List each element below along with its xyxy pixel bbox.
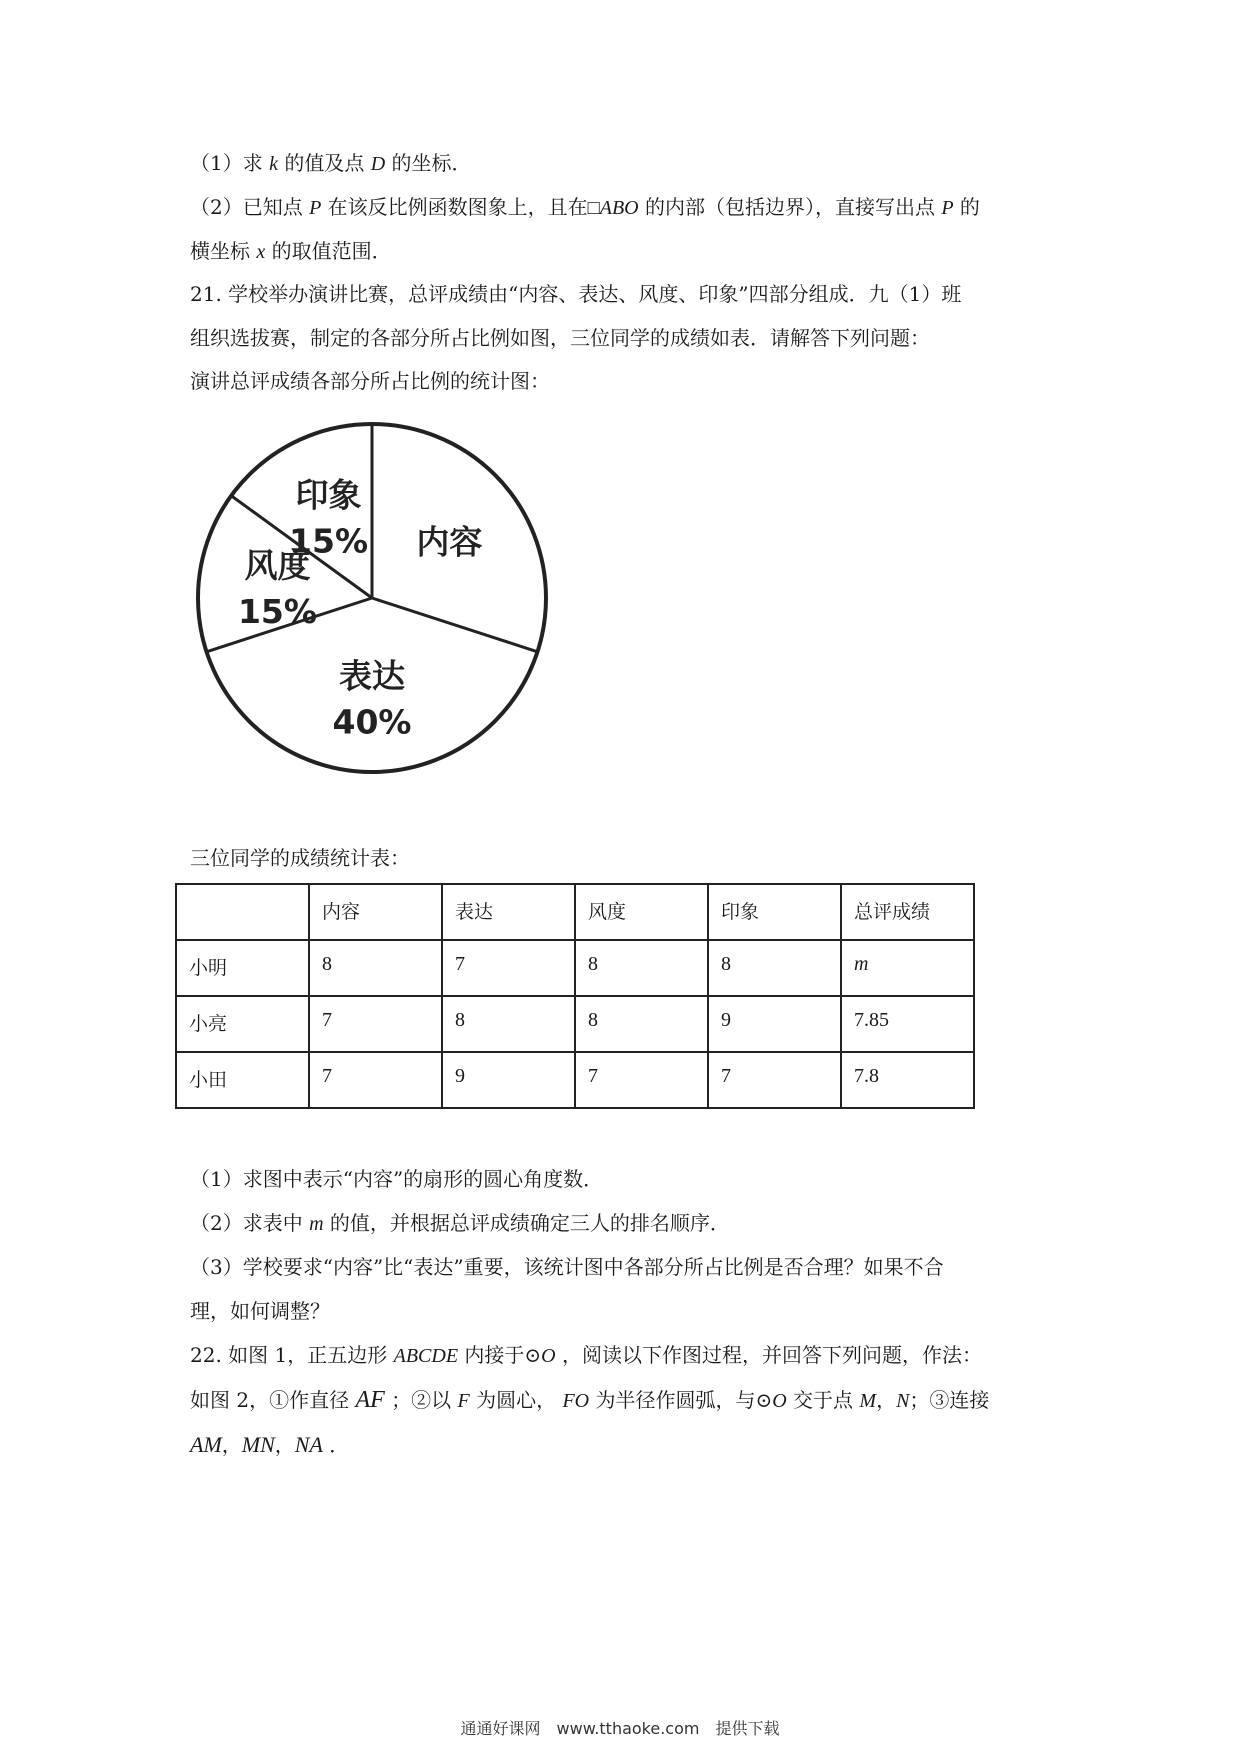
table-cell: 小亮 <box>176 996 309 1052</box>
table-cell: m <box>841 940 974 996</box>
table-cell: 小明 <box>176 940 309 996</box>
table-cell: 7 <box>575 1052 708 1108</box>
table-header-row <box>176 884 974 940</box>
q21-chart-caption: 演讲总评成绩各部分所占比例的统计图： <box>190 369 550 393</box>
table-cell: 7 <box>442 940 575 996</box>
table-row <box>176 940 974 996</box>
table-row <box>176 996 974 1052</box>
table-header-cell: 总评成绩 <box>841 884 974 940</box>
table-row <box>176 1052 974 1108</box>
table-header-cell: 风度 <box>575 884 708 940</box>
table-cell: 7 <box>708 1052 841 1108</box>
q21-part3-line1: （3）学校要求“内容”比“表达”重要，该统计图中各部分所占比例是否合理？如果不合 <box>190 1255 944 1279</box>
pie-slice-value: 15% <box>289 521 369 561</box>
q20-part2-line1: （2）已知点 P 在该反比例函数图象上，且在□ABO 的内部（包括边界），直接写出点 P 的 <box>190 195 980 219</box>
table-cell: 小田 <box>176 1052 309 1108</box>
table-cell: 7.8 <box>841 1052 974 1108</box>
pie-slice-label: 风度 <box>244 546 311 586</box>
pie-slice-label: 内容 <box>416 522 483 562</box>
table-header-cell <box>176 884 309 940</box>
q21-part3-line2: 理，如何调整？ <box>190 1299 330 1323</box>
table-caption: 三位同学的成绩统计表： <box>190 846 410 870</box>
pie-chart <box>196 416 596 816</box>
q20-part2-line2: 横坐标 x 的取值范围． <box>190 239 392 263</box>
scores-table <box>175 883 975 1109</box>
table-cell: 7 <box>309 996 442 1052</box>
table-cell: 8 <box>309 940 442 996</box>
table-cell: 8 <box>575 940 708 996</box>
table-header-cell: 表达 <box>442 884 575 940</box>
pie-slice-label: 印象 <box>295 475 362 515</box>
table-cell: 7.85 <box>841 996 974 1052</box>
pie-slice-value: 15% <box>237 592 317 632</box>
q20-part1: （1）求 k 的值及点 D 的坐标． <box>190 151 472 175</box>
table-cell: 7 <box>309 1052 442 1108</box>
q22-stem-line3: AM，MN，NA ． <box>190 1432 350 1457</box>
page-footer: 通通好课网 www.tthaoke.com 提供下载 <box>460 1719 780 1738</box>
q21-stem-line1: 21. 学校举办演讲比赛，总评成绩由“内容、表达、风度、印象”四部分组成．九（1）班 <box>190 282 962 306</box>
table-cell: 9 <box>442 1052 575 1108</box>
q22-stem-line2: 如图 2，①作直径 AF ；②以 F 为圆心， FO 为半径作圆弧，与⊙O 交于点 M，N；③连接 <box>190 1387 990 1413</box>
table-cell: 8 <box>442 996 575 1052</box>
table-cell: 8 <box>708 940 841 996</box>
table-header-cell: 印象 <box>708 884 841 940</box>
q21-part2: （2）求表中 m 的值，并根据总评成绩确定三人的排名顺序． <box>190 1211 730 1235</box>
q22-stem-line1: 22. 如图 1，正五边形 ABCDE 内接于⊙O ，阅读以下作图过程，并回答下列问题，作法： <box>190 1343 982 1367</box>
pie-slice-label: 表达 <box>339 656 405 696</box>
q21-part1: （1）求图中表示“内容”的扇形的圆心角度数． <box>190 1167 604 1191</box>
table-cell: 8 <box>575 996 708 1052</box>
table-header-cell: 内容 <box>309 884 442 940</box>
q21-stem-line2: 组织选拔赛，制定的各部分所占比例如图，三位同学的成绩如表．请解答下列问题： <box>190 326 930 350</box>
table-cell: 9 <box>708 996 841 1052</box>
pie-slice-value: 40% <box>332 702 412 742</box>
